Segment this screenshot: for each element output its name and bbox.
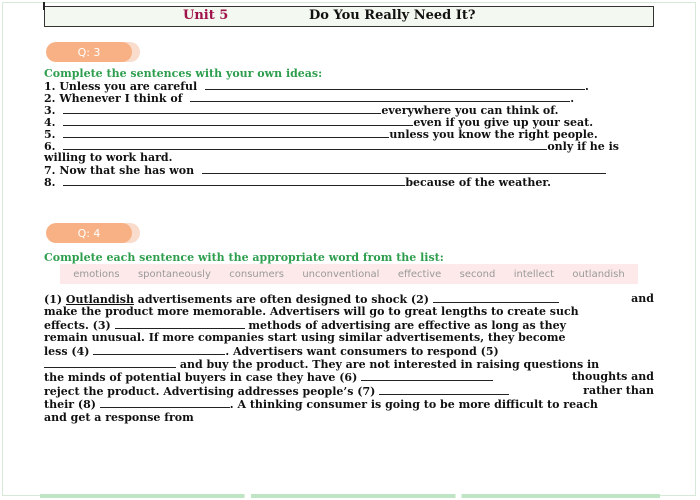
passage-line-2: make the product more memorable. Advertisers will go to great lengths to create such bbox=[44, 305, 579, 319]
passage-line-7-start: the minds of potential buyers in case they have (6) bbox=[44, 371, 358, 385]
passage-line-3-end: methods of advertising are effective as long as they bbox=[248, 318, 566, 332]
q3-badge-label: Q: 3 bbox=[46, 42, 132, 62]
passage-blank-1-number: (1) bbox=[44, 293, 63, 306]
passage-line-9-end: . A thinking consumer is going to be more difficult to reach bbox=[229, 398, 598, 412]
sentence-7 bbox=[44, 164, 664, 176]
sentence-4-end: even if you give up your seat. bbox=[413, 116, 594, 129]
passage-blank-5[interactable] bbox=[44, 358, 176, 368]
header-notch bbox=[43, 2, 45, 10]
sentence-4-blank[interactable] bbox=[63, 116, 413, 126]
passage-line-5-start: less (4) bbox=[44, 344, 90, 358]
q4-badge bbox=[46, 223, 140, 243]
word-emotions: emotions bbox=[73, 268, 120, 280]
sentence-6-blank[interactable] bbox=[63, 140, 547, 150]
passage-line-1-text: advertisements are often designed to shock (2) bbox=[137, 293, 429, 306]
q3-badge bbox=[46, 42, 140, 62]
word-list bbox=[60, 264, 638, 284]
passage-blank-7[interactable] bbox=[379, 385, 509, 395]
passage-line-10: and get a response from bbox=[44, 410, 194, 424]
word-unconventional: unconventional bbox=[302, 268, 380, 280]
word-spontaneously: spontaneously bbox=[137, 268, 211, 280]
passage-line-8-start: reject the product. Advertising addresses people’s (7) bbox=[44, 384, 376, 398]
passage-blank-6[interactable] bbox=[361, 371, 493, 381]
sentence-3 bbox=[44, 104, 664, 116]
passage-blank-8[interactable] bbox=[100, 398, 230, 408]
passage-line-7 bbox=[44, 371, 654, 384]
sentence-1-blank[interactable] bbox=[205, 80, 585, 90]
q4-passage bbox=[44, 293, 654, 424]
passage-line-8-end: rather than bbox=[583, 383, 654, 397]
passage-line-6-end: and buy the product. They are not interested in raising questions in bbox=[179, 358, 600, 372]
passage-line-8 bbox=[44, 385, 654, 398]
sentence-8-blank[interactable] bbox=[63, 176, 405, 186]
passage-blank-3[interactable] bbox=[115, 319, 245, 329]
sentence-3-blank[interactable] bbox=[63, 104, 381, 114]
sentence-6-end: only if he is bbox=[547, 140, 619, 153]
q3-instruction: Complete the sentences with your own ideas: bbox=[44, 67, 323, 80]
sentence-2-text: 2. Whenever I think of bbox=[44, 92, 183, 105]
sentence-6-continuation: willing to work hard. bbox=[44, 151, 173, 164]
sentence-4 bbox=[44, 116, 664, 128]
sentence-1-text: 1. Unless you are careful bbox=[44, 80, 198, 93]
sentence-7-blank[interactable] bbox=[202, 164, 606, 174]
unit-title: Do You Really Need It? bbox=[309, 8, 476, 23]
passage-line-9 bbox=[44, 398, 654, 411]
passage-blank-4[interactable] bbox=[93, 345, 225, 355]
word-effective: effective bbox=[397, 268, 442, 280]
sentence-1-end: . bbox=[584, 80, 589, 93]
passage-line-5-end: . Advertisers want consumers to respond (5) bbox=[225, 344, 499, 358]
sentence-3-end: everywhere you can think of. bbox=[381, 104, 559, 117]
passage-line-7-end: thoughts and bbox=[571, 370, 654, 384]
sentence-8-number: 8. bbox=[44, 176, 56, 189]
passage-answer-1: Outlandish bbox=[65, 293, 134, 306]
sentence-8-end: because of the weather. bbox=[405, 176, 551, 189]
bottom-decoration bbox=[40, 494, 660, 498]
passage-line-3-start: effects. (3) bbox=[44, 318, 111, 332]
sentence-2-blank[interactable] bbox=[190, 92, 570, 102]
passage-line-9-start: their (8) bbox=[44, 398, 96, 412]
passage-line-1-end: and bbox=[631, 292, 654, 305]
q4-instruction: Complete each sentence with the appropriate word from the list: bbox=[44, 251, 444, 264]
word-intellect: intellect bbox=[513, 268, 555, 280]
passage-line-6 bbox=[44, 358, 654, 371]
sentence-2-end: . bbox=[570, 92, 575, 105]
passage-line-5 bbox=[44, 345, 654, 358]
sentence-4-number: 4. bbox=[44, 116, 56, 129]
sentence-7-text: 7. Now that she has won bbox=[44, 164, 195, 177]
sentence-2 bbox=[44, 92, 664, 104]
sentence-6-continued bbox=[44, 152, 664, 164]
q4-badge-label: Q: 4 bbox=[46, 223, 132, 243]
unit-label: Unit 5 bbox=[183, 8, 229, 23]
word-consumers: consumers bbox=[229, 268, 284, 280]
word-outlandish: outlandish bbox=[572, 268, 625, 280]
passage-line-4: remain unusual. If more companies start using similar advertisements, they become bbox=[44, 331, 566, 345]
unit-header bbox=[44, 6, 654, 27]
sentence-5 bbox=[44, 128, 664, 140]
sentence-6-number: 6. bbox=[44, 140, 56, 153]
sentence-8 bbox=[44, 176, 664, 188]
passage-line-3 bbox=[44, 319, 654, 332]
sentence-3-number: 3. bbox=[44, 104, 56, 117]
sentence-1 bbox=[44, 80, 664, 92]
sentence-5-blank[interactable] bbox=[63, 128, 389, 138]
passage-line-1 bbox=[44, 293, 654, 306]
sentence-5-number: 5. bbox=[44, 128, 56, 141]
passage-blank-2[interactable] bbox=[433, 293, 559, 303]
word-second: second bbox=[459, 268, 496, 280]
sentence-5-end: unless you know the right people. bbox=[389, 128, 598, 141]
q3-sentences bbox=[44, 80, 664, 188]
